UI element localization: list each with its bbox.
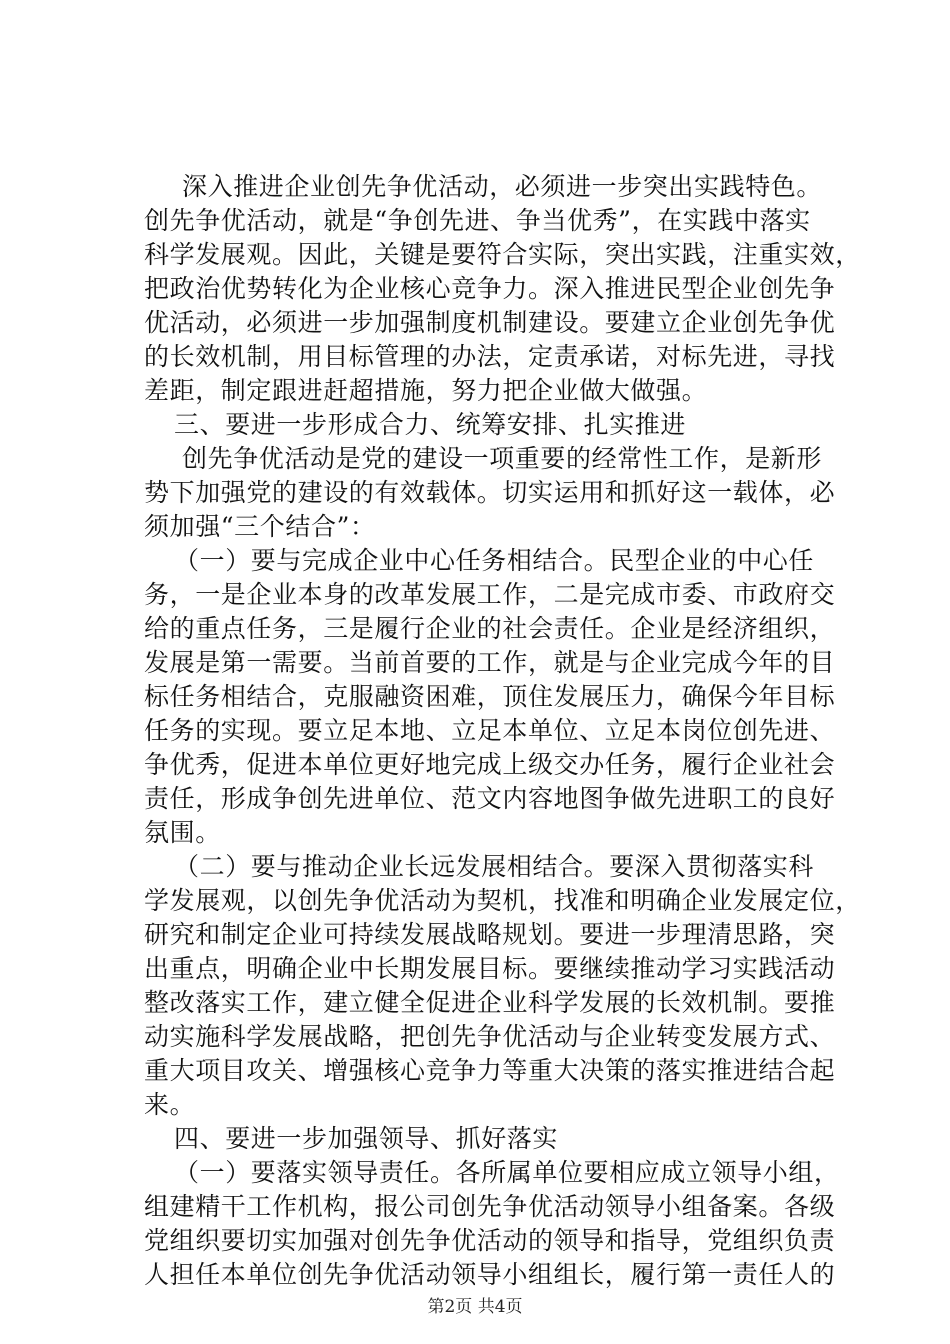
page-number-footer: 第2页 共4页 <box>427 1297 523 1317</box>
paragraph-line: 深入推进企业创先争优活动，必须进一步突出实践特色。 <box>182 172 823 201</box>
paragraph-line: 势下加强党的建设的有效载体。切实运用和抓好这一载体，必 <box>144 478 836 507</box>
paragraph-line: 出重点，明确企业中长期发展目标。要继续推动学习实践活动 <box>144 954 836 983</box>
paragraph-line: 的长效机制，用目标管理的办法，定责承诺，对标先进，寻找 <box>144 342 836 371</box>
paragraph-line: 研究和制定企业可持续发展战略规划。要进一步理清思路，突 <box>144 920 836 949</box>
subsection-line: （一）要与完成企业中心任务相结合。民型企业的中心任 <box>174 546 815 575</box>
section-heading: 三、要进一步形成合力、统筹安排、扎实推进 <box>174 410 687 439</box>
paragraph-line: 优活动，必须进一步加强制度机制建设。要建立企业创先争优 <box>144 308 836 337</box>
paragraph-line: 创先争优活动，就是“争创先进、争当优秀”，在实践中落实 <box>144 206 811 235</box>
paragraph-line: 差距，制定跟进赶超措施，努力把企业做大做强。 <box>144 376 708 405</box>
paragraph-line: 动实施科学发展战略，把创先争优活动与企业转变发展方式、 <box>144 1022 836 1051</box>
section-heading: 四、要进一步加强领导、抓好落实 <box>174 1124 559 1153</box>
paragraph-line: 责任，形成争创先进单位、范文内容地图争做先进职工的良好 <box>144 784 836 813</box>
paragraph-line: 任务的实现。要立足本地、立足本单位、立足本岗位创先进、 <box>144 716 836 745</box>
paragraph-line: 人担任本单位创先争优活动领导小组组长，履行第一责任人的 <box>144 1260 836 1289</box>
paragraph-line: 学发展观，以创先争优活动为契机，找准和明确企业发展定位， <box>144 886 861 915</box>
subsection-line: （一）要落实领导责任。各所属单位要相应成立领导小组， <box>174 1158 840 1187</box>
paragraph-line: 标任务相结合，克服融资困难，顶住发展压力，确保今年目标 <box>144 682 836 711</box>
paragraph-line: 整改落实工作，建立健全促进企业科学发展的长效机制。要推 <box>144 988 836 1017</box>
paragraph-line: 把政治优势转化为企业核心竞争力。深入推进民型企业创先争 <box>144 274 836 303</box>
paragraph-line: 来。 <box>144 1090 196 1119</box>
paragraph-line: 科学发展观。因此，关键是要符合实际，突出实践，注重实效， <box>144 240 861 269</box>
paragraph-line: 氛围。 <box>144 818 221 847</box>
paragraph-line: 重大项目攻关、增强核心竞争力等重大决策的落实推进结合起 <box>144 1056 836 1085</box>
paragraph-line: 争优秀，促进本单位更好地完成上级交办任务，履行企业社会 <box>144 750 836 779</box>
paragraph-line: 给的重点任务，三是履行企业的社会责任。企业是经济组织， <box>144 614 836 643</box>
paragraph-line: 党组织要切实加强对创先争优活动的领导和指导，党组织负责 <box>144 1226 836 1255</box>
paragraph-line: 发展是第一需要。当前首要的工作，就是与企业完成今年的目 <box>144 648 836 677</box>
document-body <box>144 170 861 1292</box>
paragraph-line: 须加强“三个结合”： <box>144 512 376 541</box>
paragraph-line: 组建精干工作机构，报公司创先争优活动领导小组备案。各级 <box>144 1192 836 1221</box>
paragraph-line: 创先争优活动是党的建设一项重要的经常性工作，是新形 <box>182 444 823 473</box>
subsection-line: （二）要与推动企业长远发展相结合。要深入贯彻落实科 <box>174 852 815 881</box>
paragraph-line: 务，一是企业本身的改革发展工作，二是完成市委、市政府交 <box>144 580 836 609</box>
